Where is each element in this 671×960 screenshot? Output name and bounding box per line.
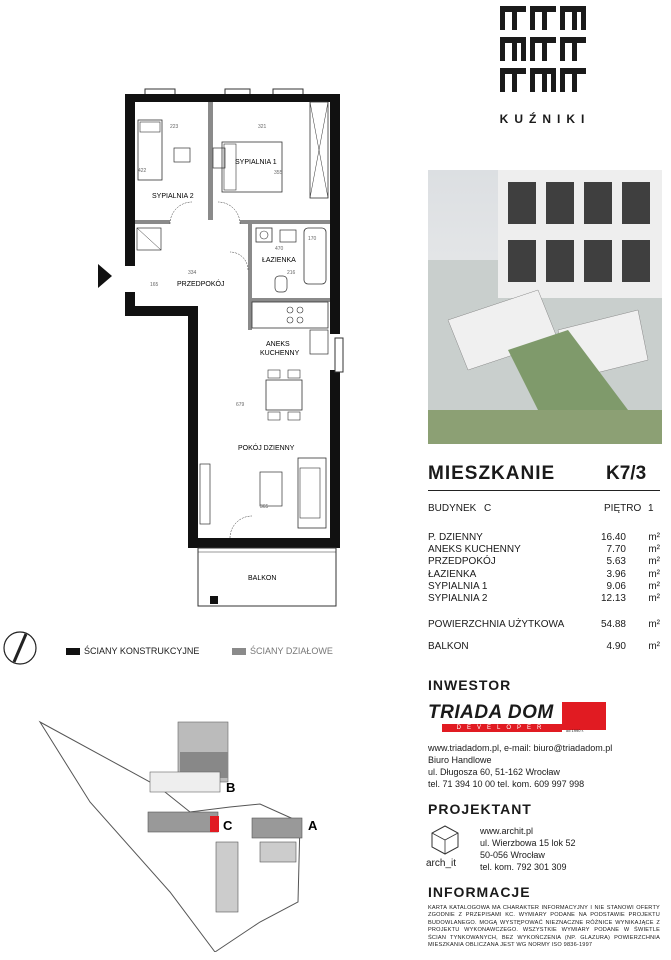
dim-6: 470 <box>275 246 284 252</box>
building-visualization <box>428 170 662 444</box>
label-bedroom2: SYPIALNIA 2 <box>152 193 194 200</box>
investor-contact[interactable]: www.triadadom.pl, e-mail: biuro@triadadom.pl <box>428 743 613 753</box>
investor-office: Biuro Handlowe <box>428 755 492 765</box>
balcony-label: BALKON <box>428 641 469 652</box>
bull-logo-icon <box>562 702 606 730</box>
investor-heading: INWESTOR <box>428 677 512 693</box>
apartment-code: K7/3 <box>606 463 647 484</box>
compass-icon <box>0 628 40 668</box>
balcony-value: 4.90 <box>606 641 626 652</box>
structural-swatch <box>66 648 80 655</box>
apartment-location-marker <box>210 816 219 832</box>
room-name: SYPIALNIA 1 <box>428 580 488 592</box>
usable-area-label: POWIERZCHNIA UŻYTKOWA <box>428 619 565 630</box>
dim-4: 334 <box>188 270 197 276</box>
triada-logo-main: TRIADA DOM <box>428 702 554 723</box>
project-heading: PROJEKTANT <box>428 801 532 817</box>
project-phone: tel. kom. 792 301 309 <box>480 862 567 872</box>
room-unit: m² <box>648 556 660 568</box>
dim-3: 355 <box>274 170 283 176</box>
legend-partition-label: ŚCIANY DZIAŁOWE <box>250 646 333 656</box>
label-hall: PRZEDPOKÓJ <box>177 281 225 288</box>
investor-phone: tel. 71 394 10 00 tel. kom. 609 997 998 <box>428 779 585 789</box>
building-label: BUDYNEK <box>428 503 477 514</box>
entrance-arrow <box>98 264 112 288</box>
label-kitchen-1: ANEKS <box>266 341 290 348</box>
room-row <box>428 581 660 593</box>
divider <box>428 490 660 491</box>
kuzniki-logo-mark <box>498 4 588 96</box>
room-name: P. DZIENNY <box>428 532 483 543</box>
room-row <box>428 532 660 544</box>
floor-plan <box>90 80 420 620</box>
usable-area-unit: m² <box>648 619 660 630</box>
dim-10: 679 <box>236 402 245 408</box>
room-name: ANEKS KUCHENNY <box>428 544 521 556</box>
triada-logo-year: od 1990 r. <box>566 728 584 733</box>
project-city: 50-056 Wrocław <box>480 850 545 860</box>
room-name: PRZEDPOKÓJ <box>428 556 496 568</box>
room-name: SYPIALNIA 2 <box>428 592 488 604</box>
room-unit: m² <box>648 592 660 604</box>
room-row <box>428 556 660 568</box>
room-area: 9.06 <box>606 580 626 592</box>
archit-logo-text: arch_it <box>426 858 457 869</box>
dim-11: 365 <box>260 504 269 510</box>
structural-walls <box>125 94 340 548</box>
balcony-unit: m² <box>648 641 660 652</box>
room-area: 16.40 <box>600 532 626 543</box>
dim-8: 165 <box>150 282 159 288</box>
dim-7: 422 <box>138 168 147 174</box>
brand-name: KUŹNIKI <box>499 112 591 126</box>
usable-area-row <box>428 619 660 631</box>
investor-address: ul. Długosza 60, 51-162 Wrocław <box>428 767 560 777</box>
room-area: 7.70 <box>606 544 626 556</box>
partition-walls <box>135 102 330 330</box>
floor-label: PIĘTRO <box>604 503 642 514</box>
floor-value: 1 <box>648 503 654 514</box>
project-www[interactable]: www.archit.pl <box>480 826 534 836</box>
legend-structural-label: ŚCIANY KONSTRUKCYJNE <box>84 646 200 656</box>
site-label-b: B <box>226 780 236 795</box>
room-row <box>428 544 660 556</box>
room-unit: m² <box>648 580 660 592</box>
triada-logo-sub: DEVELOPER <box>442 724 562 732</box>
site-label-a: A <box>308 818 318 833</box>
room-name: ŁAZIENKA <box>428 568 477 580</box>
label-balcony: BALKON <box>248 575 277 582</box>
site-map <box>30 712 350 952</box>
label-bedroom1: SYPIALNIA 1 <box>235 159 277 166</box>
dim-9: 170 <box>308 236 317 242</box>
building-value: C <box>484 503 492 514</box>
usable-area-value: 54.88 <box>600 619 626 630</box>
room-area: 3.96 <box>606 568 626 580</box>
info-heading: INFORMACJE <box>428 884 531 900</box>
room-row <box>428 569 660 581</box>
room-unit: m² <box>648 544 660 556</box>
apartment-label: MIESZKANIE <box>428 463 556 484</box>
dim-2: 321 <box>258 124 267 130</box>
label-bathroom: ŁAZIENKA <box>262 257 296 264</box>
partition-swatch <box>232 648 246 655</box>
label-living: POKÓJ DZIENNY <box>238 445 295 452</box>
room-area: 12.13 <box>600 592 626 604</box>
legend-partition <box>232 646 333 656</box>
legend-structural <box>66 646 199 656</box>
archit-logo-icon <box>430 824 460 856</box>
room-unit: m² <box>648 532 660 543</box>
label-kitchen-2: KUCHENNY <box>260 350 300 357</box>
project-street: ul. Wierzbowa 15 lok 52 <box>480 838 576 848</box>
room-area: 5.63 <box>606 556 626 568</box>
room-row <box>428 593 660 605</box>
dim-5: 216 <box>287 270 296 276</box>
site-label-c: C <box>223 818 233 833</box>
info-text: KARTA KATALOGOWA MA CHARAKTER INFORMACYJNY I NIE STANOWI OFERTY ZGODNIE Z PRZEPISAMI KC. WYMIARY PODANE NA PODSTAWIE PROJEKTU BUDOWLANEGO. MOGĄ WYSTĘPOWAĆ NIEZNACZNE RÓŻNICE WYNIKAJĄCE Z PROJEKTU WYKONAWCZEGO. WSZYSTKIE WYMIARY PODANE W ŚWIETLE ŚCIAN TYNKOWANYCH, BEZ WYKOŃCZENIA (NP. GLAZURA) POWIERZCHNIA MIESZKANIA OBLICZANA JEST WG NORMY ISO 9836-1997 <box>428 905 660 949</box>
balcony-row <box>428 641 660 653</box>
rooms-table <box>428 532 660 605</box>
dim-1: 223 <box>170 124 179 130</box>
room-unit: m² <box>648 568 660 580</box>
